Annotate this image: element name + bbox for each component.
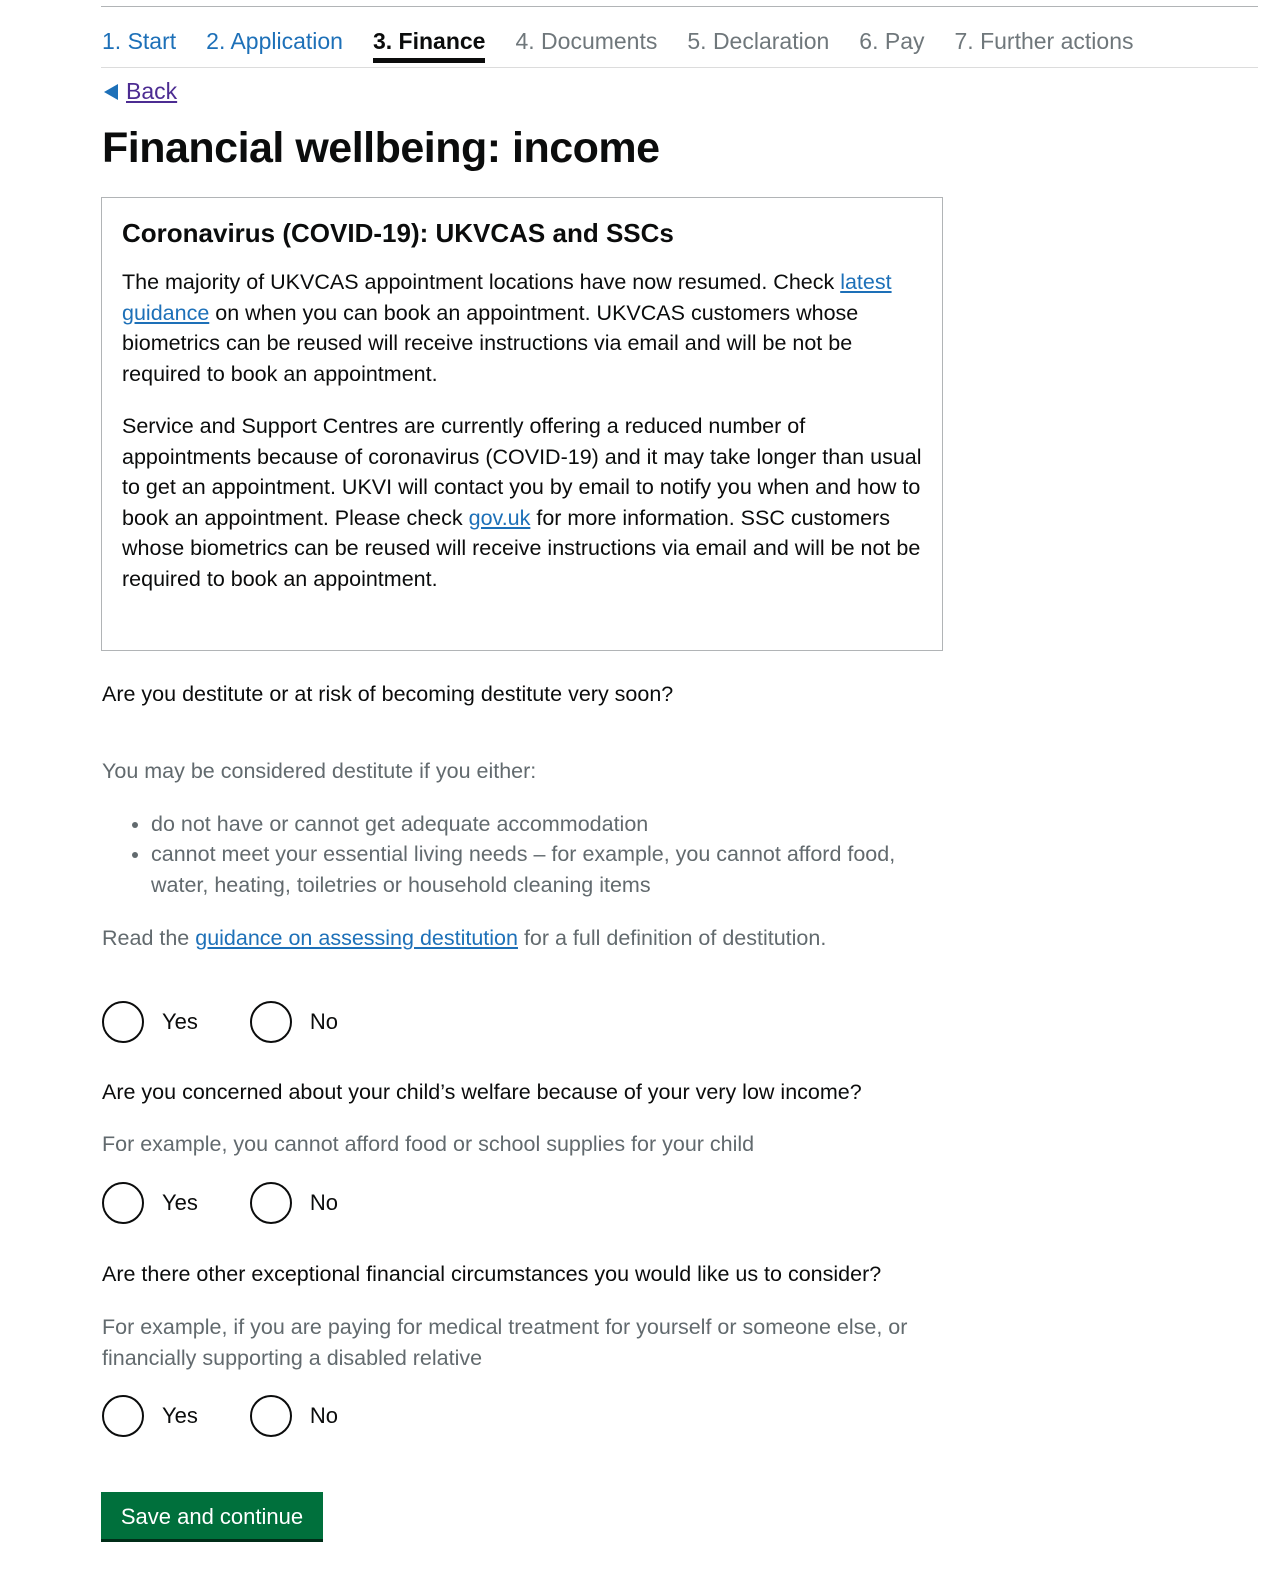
top-divider bbox=[101, 6, 1258, 7]
child-welfare-radios bbox=[102, 1182, 390, 1224]
destitute-radios bbox=[102, 1001, 390, 1043]
notice-title: Coronavirus (COVID-19): UKVCAS and SSCs bbox=[122, 218, 674, 248]
save-and-continue-button[interactable]: Save and continue bbox=[101, 1492, 323, 1539]
notice-paragraph-1 bbox=[122, 267, 922, 389]
radio-circle[interactable] bbox=[250, 1182, 292, 1224]
destitute-hint-intro: You may be considered destitute if you either: bbox=[102, 759, 537, 783]
step-application[interactable]: 2. Application bbox=[206, 28, 343, 54]
destitute-hint bbox=[102, 756, 962, 954]
covid-notice-panel bbox=[101, 197, 943, 651]
question-exceptional-circumstances: Are there other exceptional financial circumstances you would like us to consider? bbox=[102, 1262, 882, 1286]
radio-circle[interactable] bbox=[250, 1395, 292, 1437]
back-link[interactable] bbox=[104, 78, 177, 105]
child-welfare-hint: For example, you cannot afford food or school supplies for your child bbox=[102, 1132, 755, 1156]
radio-circle[interactable] bbox=[102, 1182, 144, 1224]
guidance-text-start: Read the bbox=[102, 926, 196, 950]
radio-label-yes[interactable]: Yes bbox=[162, 1009, 198, 1034]
step-navigation bbox=[102, 28, 1133, 63]
destitute-yes-radio[interactable] bbox=[102, 1001, 198, 1043]
radio-circle[interactable] bbox=[102, 1395, 144, 1437]
exceptional-circumstances-hint: For example, if you are paying for medical treatment for yourself or someone else, or financially supporting a disabled relative bbox=[102, 1315, 908, 1370]
exceptional-yes-radio[interactable] bbox=[102, 1395, 198, 1437]
notice-p2-text-end: for more information. SSC customers whose biometrics can be reused will receive instructions via email and will be not be required to book an appointment. bbox=[122, 505, 921, 591]
list-item: • do not have or cannot get adequate accommodation bbox=[151, 809, 962, 840]
destitution-guidance-link[interactable]: guidance on assessing destitution bbox=[195, 926, 518, 950]
radio-label-no[interactable]: No bbox=[309, 1190, 339, 1215]
steps-divider bbox=[101, 67, 1258, 68]
latest-guidance-link[interactable]: latest guidance bbox=[122, 270, 892, 325]
back-label[interactable]: Back bbox=[126, 78, 178, 104]
step-declaration: 5. Declaration bbox=[687, 28, 830, 54]
step-pay: 6. Pay bbox=[859, 28, 925, 54]
notice-p1-text-start: The majority of UKVCAS appointment locations have now resumed. Check bbox=[122, 270, 841, 294]
radio-label-no[interactable]: No bbox=[309, 1009, 339, 1034]
triangle-left-icon bbox=[104, 84, 118, 100]
step-start[interactable]: 1. Start bbox=[102, 28, 177, 54]
exceptional-circumstances-radios bbox=[102, 1395, 390, 1437]
radio-label-no[interactable]: No bbox=[309, 1403, 339, 1428]
question-destitute: Are you destitute or at risk of becoming destitute very soon? bbox=[102, 682, 674, 706]
radio-label-yes[interactable]: Yes bbox=[162, 1190, 198, 1215]
guidance-text-end: for a full definition of destitution. bbox=[517, 926, 827, 950]
page-title: Financial wellbeing: income bbox=[102, 124, 660, 172]
destitute-criteria-list bbox=[102, 809, 962, 901]
list-item: • cannot meet your essential living needs – for example, you cannot afford food, water, heating, toiletries or household cleaning items bbox=[151, 839, 941, 900]
destitute-no-radio[interactable] bbox=[250, 1001, 338, 1043]
child-welfare-no-radio[interactable] bbox=[250, 1182, 338, 1224]
step-further-actions: 7. Further actions bbox=[954, 28, 1134, 54]
radio-circle[interactable] bbox=[102, 1001, 144, 1043]
gov-uk-link[interactable]: gov.uk bbox=[468, 505, 531, 530]
child-welfare-yes-radio[interactable] bbox=[102, 1182, 198, 1224]
step-finance[interactable]: 3. Finance bbox=[373, 28, 485, 63]
question-child-welfare: Are you concerned about your child’s welfare because of your very low income? bbox=[102, 1080, 862, 1104]
notice-p1-text-end: on when you can book an appointment. UKVCAS customers whose biometrics can be reused will receive instructions via email and will be not be required to book an appointment. bbox=[122, 300, 859, 386]
notice-paragraph-2 bbox=[122, 411, 922, 594]
radio-circle[interactable] bbox=[250, 1001, 292, 1043]
notice-p2-text-start: Service and Support Centres are currently offering a reduced number of appointments because of coronavirus (COVID-19) and it may take longer than usual to get an appointment. UKVI will contact you by email to notify you when and how to book an appointment. Please check bbox=[122, 414, 922, 530]
step-documents: 4. Documents bbox=[515, 28, 658, 54]
radio-label-yes[interactable]: Yes bbox=[162, 1403, 198, 1428]
destitution-guidance-text bbox=[102, 923, 962, 954]
exceptional-no-radio[interactable] bbox=[250, 1395, 338, 1437]
